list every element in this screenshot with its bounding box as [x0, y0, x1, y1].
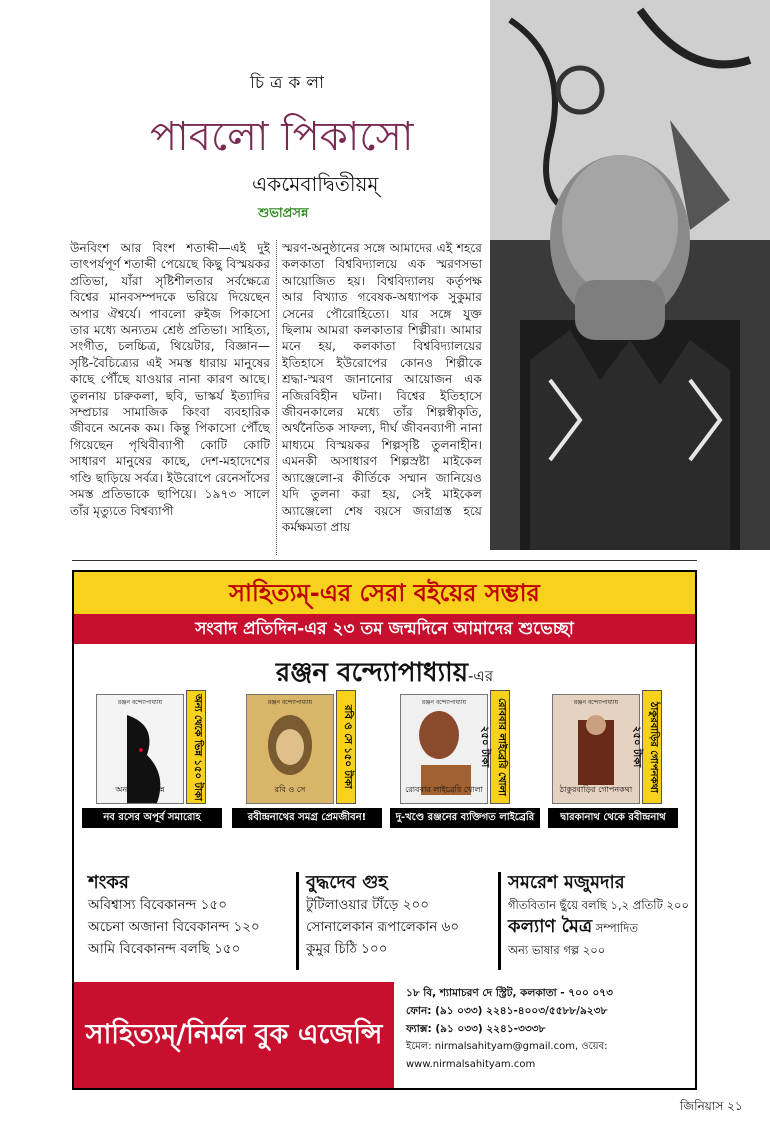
publisher-name: সাহিত্যম্/নির্মল বুক এজেন্সি — [74, 982, 394, 1088]
book-cover-author: রঞ্জন বন্দ্যোপাধ্যায় — [267, 699, 313, 706]
group-item: অন্য ভাষার গল্প ২০০ — [508, 943, 606, 957]
group-item: অবিশ্বাস্য বিবেকানন্দ ১৫০ — [88, 897, 227, 913]
group-author: বুদ্ধদেব গুহ — [306, 872, 388, 893]
ad-featured-author — [74, 652, 695, 696]
column-divider — [276, 240, 278, 555]
publisher-fax: ফ্যাক্স: (৯১ ০৩৩) ২২৪১-৩৩৩৮ — [406, 1023, 546, 1035]
article-author: শুভাপ্রসন্ন — [258, 206, 309, 221]
group-divider — [498, 872, 501, 970]
book-price-tag: রোববার লাইব্রেরি খোলা ২৫০ টাকা — [490, 690, 510, 804]
book-cover-author: রঞ্জন বন্দ্যোপাধ্যায় — [573, 699, 619, 706]
book-caption: নব রসের অপূর্ব সমারোহ — [82, 808, 222, 828]
group-item: আমি বিবেকানন্দ বলছি ১৫০ — [88, 941, 241, 957]
section-separator — [72, 560, 697, 561]
book-cover — [96, 694, 184, 804]
book-cover-title: রোববার লাইব্রেরি খোলা — [405, 785, 483, 794]
group-author: শংকর — [88, 872, 129, 893]
group-author-2: কল্যাণ মৈত্র — [508, 916, 593, 937]
book-caption: রবীন্দ্রনাথের সমগ্র প্রেমজীবন! — [232, 808, 382, 828]
page-footer: জিনিয়াস ২১ — [680, 1099, 743, 1113]
group-item: অচেনা অজানা বিবেকানন্দ ১২০ — [88, 919, 260, 935]
publisher-email-web: ইমেল: nirmalsahityam@gmail.com, ওয়েব: www.nirmalsahityam.com — [406, 1041, 608, 1070]
publisher-contact — [406, 984, 691, 1074]
group-author-2-suffix: সম্পাদিত — [595, 921, 638, 935]
article-subtitle: একমেবাদ্বিতীয়ম্ — [252, 172, 379, 196]
article-column-left: উনবিংশ আর বিংশ শতাব্দী—এই দুই তাৎপর্যপূর্ণ শতাব্দী পেয়েছে কিছু বিস্ময়কর প্রতিভা, যাঁরা সৃষ্টিশীলতার সর্বক্ষেত্রে বিশ্বের মানবসম্পদকে ভরিয়ে দিয়েছেন অপার ঐশ্বর্যে। পাবলো রুইজ পিকাসো তার মধ্যে অন্যতম শ্রেষ্ঠ প্রতিভা। সাহিত্য, সংগীত, চলচ্চিত্র, থিয়েটার, বিজ্ঞান—সৃষ্টি-বৈচিত্র্যের এই সমস্ত ধারায় মানুষের কাছে পৌঁছে যাওয়ার নানা কারণ আছে। তুলনায় চারুকলা, ছবি, ভাস্কর্য ইত্যাদির সম্প্রচার সামাজিক কিংবা ব্যবহারিক জীবনে অনেক কম। কিন্তু পিকাসো পৌঁছে গিয়েছেন পৃথিবীব্যাপী কোটি কোটি সাধারণ মানুষের কাছে, দেশ-মহাদেশের গণ্ডি ছাড়িয়ে সর্বত্র। ইউরোপে রেনেসাঁসের সমস্ত প্রতিভাকে ছাপিয়ে। ১৯৭৩ সালে তাঁর মৃত্যুতে বিশ্বব্যাপী — [70, 241, 270, 518]
publisher-address: ১৮ বি, শ্যামাচরণ দে স্ট্রিট, কলকাতা - ৭০০ ০৭৩ — [406, 987, 613, 999]
group-divider — [296, 872, 299, 970]
book-cover-author: রঞ্জন বন্দ্যোপাধ্যায় — [421, 699, 467, 706]
ad-banner: সাহিত্যম্-এর সেরা বইয়ের সম্ভার — [74, 572, 695, 614]
book-group-samaresh — [508, 872, 694, 961]
book-cover-author: রঞ্জন বন্দ্যোপাধ্যায় — [117, 699, 163, 706]
book-group-sankar — [88, 872, 288, 960]
book-group-buddhadeb — [306, 872, 496, 960]
section-label: চিত্রকলা — [250, 73, 331, 93]
book-cover — [246, 694, 334, 804]
portrait-illustration — [490, 0, 770, 550]
book-price-tag: অন্য থেকে ভিন্ন ১৫০ টাকা — [186, 690, 206, 804]
book-price-tag: ঠাকুরবাড়ির গোপনকথা ২৫০ টাকা — [642, 690, 662, 804]
book-cover-title: ঠাকুরবাড়ির গোপনকথা — [559, 785, 633, 794]
featured-author-suffix: -এর — [468, 667, 494, 685]
book-price-tag: রবি ও সে ১৫০ টাকা — [336, 690, 356, 804]
group-item: সোনালেকান রূপালেকান ৬০ — [306, 919, 460, 935]
group-item: গীতবিতান ছুঁয়ে বলছি ১,২ প্রতিটি ২০০ — [508, 898, 689, 912]
group-item: টুটিলাওয়ার টাঁড়ে ২০০ — [306, 897, 430, 913]
picasso-photo — [490, 0, 770, 550]
group-author: সমরেশ মজুমদার — [508, 872, 625, 893]
book-cover-title: অন্য থেকে ভিন্ন — [115, 785, 165, 794]
publisher-phone: ফোন: (৯১ ০৩৩) ২২৪১-৪০০৩/৫৫৮৮/৯২৩৮ — [406, 1005, 608, 1017]
ad-subbanner: সংবাদ প্রতিদিন-এর ২৩ তম জন্মদিনে আমাদের শুভেচ্ছা — [74, 614, 695, 644]
book-cover-title: রবি ও সে — [274, 785, 306, 794]
book-caption: দু-খণ্ডে রঞ্জনের ব্যক্তিগত লাইব্রেরি — [390, 808, 540, 828]
book-advertisement — [72, 570, 697, 1090]
group-item: কুমুর চিঠি ১০০ — [306, 941, 388, 957]
article-title: পাবলো পিকাসো — [150, 114, 414, 160]
book-caption: দ্বারকানাথ থেকে রবীন্দ্রনাথ — [548, 808, 678, 828]
featured-author-name: রঞ্জন বন্দ্যোপাধ্যায় — [275, 658, 469, 688]
article-column-right: স্মরণ-অনুষ্ঠানের সঙ্গে আমাদের এই শহরে কলকাতা বিশ্ববিদ্যালয়ে এক স্মরণসভা আয়োজিত হয়। বিশ্ববিদ্যালয় কর্তৃপক্ষ আর বিখ্যাত গবেষক-অধ্যাপক সুকুমার সেনের পৌরোহিত্যে। যার সঙ্গে যুক্ত ছিলাম আমরা কলকাতার শিল্পীরা। আমার মনে হয়, কলকাতা বিশ্ববিদ্যালয়ের ইতিহাসে ইউরোপের কোনও শিল্পীকে শ্রদ্ধা-স্মরণ জানানোর আয়োজন এক নজিরবিহীন ঘটনা। বিশ্বের ইতিহাসে জীবনকালের মধ্যে তাঁর শিল্পস্বীকৃতি, অর্থনৈতিক সাফল্য, দীর্ঘ জীবনব্যাপী নানা মাধ্যমে বিস্ময়কর শিল্পসৃষ্টি তুলনাহীন। এমনকী অসাধারণ শিল্পস্রষ্টা মাইকেল অ্যাঞ্জেলো-র কীর্তিকে সম্মান জানিয়েও যদি তুলনা করা হয়, সেই মাইকেল অ্যাঞ্জেলো শেষ বয়সে জরাগ্রস্ত হয়ে কর্মক্ষমতা প্রায় — [282, 241, 482, 534]
